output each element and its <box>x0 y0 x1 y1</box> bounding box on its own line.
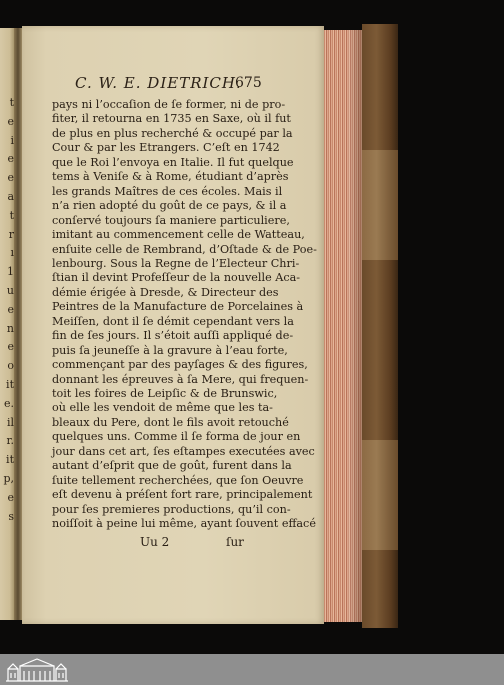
previous-page-fragment: e <box>7 114 14 128</box>
previous-page-fragment: it <box>6 453 14 467</box>
page-number: 675 <box>235 75 262 91</box>
text-line: tems à Veniſe & à Rome, étudiant d’après <box>52 170 289 184</box>
previous-page-fragment: n <box>6 321 14 335</box>
previous-page-fragment: e. <box>3 396 14 410</box>
text-line: démie érigée à Dresde, & Directeur des <box>52 285 279 299</box>
text-line: jour dans cet art, ſes eſtampes executées avec <box>52 444 315 458</box>
text-line: lenbourg. Sous la Regne de l’Electeur Chri- <box>52 256 300 270</box>
signature-mark: Uu 2 <box>140 535 170 549</box>
text-line: pour ſes premieres productions, qu’il con- <box>52 502 291 516</box>
library-building-logo-icon <box>4 657 70 683</box>
previous-page-fragment: a <box>7 190 14 203</box>
text-line: Peintres de la Manufacture de Porcelaines à <box>52 300 304 314</box>
page-edges-shadow <box>348 30 362 622</box>
running-head: C. W. E. DIETRICH. <box>75 74 242 92</box>
text-line: fin de ſes jours. Il s’étoit auſſi appliqué de- <box>52 329 294 343</box>
text-line: ſuite tellement recherchées, que ſon Oeuvre <box>52 473 304 487</box>
text-line: Cour & par les Etrangers. C’eſt en 1742 <box>52 141 280 155</box>
previous-page-sliver <box>0 28 14 620</box>
previous-page-fragment: t <box>9 208 14 222</box>
text-line: les grands Maîtres de ces écoles. Mais il <box>52 184 283 198</box>
text-line: bleaux du Pere, dont le fils avoit retouché <box>52 415 289 429</box>
previous-page-fragment: ı <box>10 246 14 260</box>
previous-page-fragment: r <box>8 227 14 241</box>
cover-band <box>362 150 398 260</box>
previous-page-fragment: i <box>10 133 14 147</box>
previous-page-fragment: e <box>7 490 14 504</box>
previous-page-fragment: 1 <box>7 265 14 279</box>
text-line: où elle les vendoit de même que les ta- <box>52 401 273 415</box>
text-line: pays ni l’occaſion de ſe former, ni de pro- <box>52 98 286 111</box>
text-line: enſuite celle de Rembrand, d’Oſtade & de Poe- <box>52 242 317 256</box>
viewer-footer-bar <box>0 654 504 685</box>
text-line: imitant au commencement celle de Watteau, <box>52 228 305 242</box>
previous-page-fragment: it <box>6 378 14 391</box>
text-line: que le Roi l’envoya en Italie. Il fut quelque <box>52 155 294 169</box>
book-gutter <box>14 28 22 620</box>
text-line: commençant par des payſages & des figures, <box>52 358 308 372</box>
previous-page-fragment: r. <box>6 434 14 448</box>
text-line: ſtian il devint Profeſſeur de la nouvelle Aca- <box>52 271 301 285</box>
text-line: Meiſſen, dont il ſe démit cependant vers la <box>52 314 294 328</box>
text-line: autant d’eſprit que de goût, furent dans la <box>52 459 292 473</box>
text-line: fiter, il retourna en 1735 en Saxe, où il fut <box>52 112 291 126</box>
previous-page-fragment: p, <box>3 472 14 485</box>
previous-page-fragment: e <box>7 340 14 354</box>
previous-page-fragment: s <box>8 509 14 523</box>
text-line: de plus en plus recherché & occupé par la <box>52 126 293 140</box>
catchword: ſur <box>226 535 244 549</box>
previous-page-fragment: il <box>6 415 14 429</box>
previous-page-fragment: t <box>9 96 14 109</box>
previous-page-fragment: e <box>7 302 14 316</box>
previous-page-fragment: e <box>7 171 14 185</box>
previous-page-fragment: e <box>7 152 14 166</box>
text-line: toit les foires de Leipſic & de Brunswic, <box>52 387 278 400</box>
text-line: puis ſa jeuneſſe à la gravure à l’eau forte, <box>52 343 288 357</box>
text-line: n’a rien adopté du goût de ce pays, & il a <box>52 199 287 213</box>
text-line: eſt devenu à préſent fort rare, principalement <box>52 488 313 502</box>
text-line: conſervé toujours ſa maniere particuliere, <box>52 213 290 227</box>
text-line: noiſſoit à peine lui même, ayant ſouvent effacé <box>52 517 316 531</box>
text-line: donnant les épreuves à ſa Mere, qui frequen- <box>52 372 309 386</box>
previous-page-fragment: u <box>6 284 14 297</box>
cover-band <box>362 440 398 550</box>
text-line: quelques uns. Comme il ſe forma de jour en <box>52 430 301 444</box>
previous-page-fragment: o <box>7 359 14 373</box>
